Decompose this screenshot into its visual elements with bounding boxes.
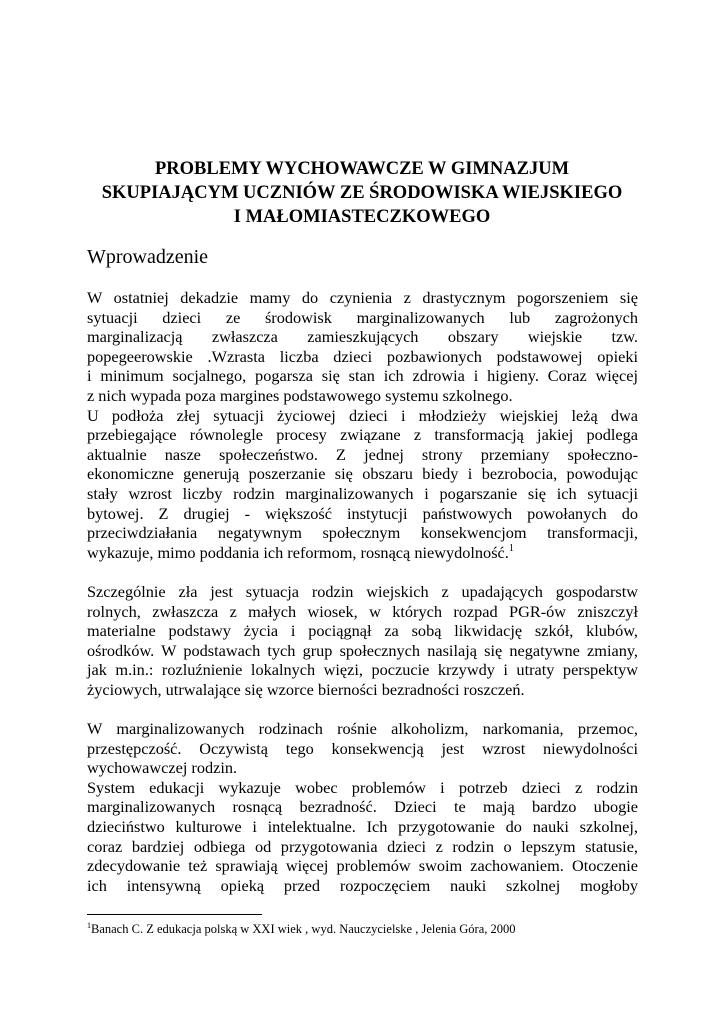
text-line: ich intensywną opieką przed rozpoczęciem nauki szkolnej mogłoby: [87, 875, 638, 895]
text-line: przebiegające równolegle procesy związane z transformacją jakiej podlega: [87, 425, 638, 445]
paragraph-5: [87, 778, 638, 896]
text-line: i minimum socjalnego, pogarsza się stan ich zdrowia i higieny. Coraz więcej: [87, 366, 638, 386]
text-line: przestępczość. Oczywistą tego konsekwencją jest wzrost niewydolności: [87, 738, 638, 758]
document-title: [60, 157, 664, 229]
text-line: popegeerowskie .Wzrasta liczba dzieci pozbawionych podstawowej opieki: [87, 346, 638, 366]
paragraph-gap: [87, 699, 638, 719]
text-line: wychowawczej rodzin.: [87, 758, 238, 778]
text-line: Szczególnie zła jest sytuacja rodzin wiejskich z upadających gospodarstw: [87, 581, 638, 601]
text-line: jak m.in.: rozluźnienie lokalnych więzi, poczucie krzywdy i utraty perspektyw: [87, 660, 638, 680]
title-line-2: SKUPIAJĄCYM UCZNIÓW ZE ŚRODOWISKA WIEJSKIEGO: [101, 183, 623, 203]
text-line: ekonomiczne generują poszerzanie się obszaru biedy i bezrobocia, powodując: [87, 464, 638, 484]
paragraph-gap: [87, 562, 638, 582]
text-line-content: wykazuje, mimo poddania ich reformom, rosnącą niewydolność.: [87, 542, 509, 562]
paragraph-3: [87, 582, 638, 700]
text-line: marginalizowanych rosnącą bezradność. Dzieci te mają bardzo ubogie: [87, 797, 638, 817]
footnote-text: Banach C. Z edukacja polską w XXI wiek , wyd. Nauczycielske , Jelenia Góra, 2000: [91, 922, 516, 936]
text-line: rolnych, zwłaszcza z małych wiosek, w których rozpad PGR-ów zniszczył: [87, 601, 638, 621]
paragraph-2: [87, 406, 638, 563]
text-line: W ostatniej dekadzie mamy do czynienia z drastycznym pogorszeniem się: [87, 288, 638, 307]
text-line: zdecydowanie też sprawiają więcej problemów swoim zachowaniem. Otoczenie: [87, 856, 638, 876]
section-heading: Wprowadzenie: [87, 246, 209, 268]
footnote-separator: [87, 914, 262, 915]
text-line: przeciwdziałania negatywnym społecznym konsekwencjom transformacji,: [87, 523, 638, 543]
text-line: W marginalizowanych rodzinach rośnie alkoholizm, narkomania, przemoc,: [87, 719, 638, 739]
document-body: [87, 288, 638, 895]
text-line: materialne podstawy życia i pociągnął za sobą likwidację szkół, klubów,: [87, 621, 638, 641]
text-line: dzieciństwo kulturowe i intelektualne. Ich przygotowanie do nauki szkolnej,: [87, 817, 638, 837]
footnote-marker: 1: [87, 921, 91, 930]
text-line: System edukacji wykazuje wobec problemów i potrzeb dzieci z rodzin: [87, 777, 638, 797]
text-line: marginalizacją zwłaszcza zamieszkujących obszary wiejskie tzw.: [87, 327, 638, 347]
text-line: U podłoża złej sytuacji życiowej dzieci i młodzieży wiejskiej leżą dwa: [87, 405, 638, 425]
text-line: z nich wypada poza margines podstawowego systemu szkolnego.: [87, 385, 513, 405]
text-line: bytowej. Z drugiej - większość instytucji państwowych powołanych do: [87, 503, 638, 523]
text-line: stały wzrost liczby rodzin marginalizowanych i pogarszanie się ich sytuacji: [87, 483, 638, 503]
footnote: [87, 922, 516, 937]
paragraph-1: [87, 288, 638, 406]
paragraph-4: [87, 719, 638, 778]
text-line: [87, 543, 638, 563]
text-line: aktualnie nasze społeczeństwo. Z jednej strony przemiany społeczno-: [87, 444, 638, 464]
text-line: życiowych, utrwalające się wzorce bierności bezradności roszczeń.: [87, 679, 525, 699]
title-line-1: PROBLEMY WYCHOWAWCZE W GIMNAZJUM: [154, 159, 570, 179]
footnote-reference[interactable]: 1: [508, 542, 514, 554]
text-line: coraz bardziej odbiega od przygotowania dzieci z rodzin o lepszym statusie,: [87, 836, 638, 856]
title-line-3: I MAŁOMIASTECZKOWEGO: [233, 207, 491, 227]
text-line: sytuacji dzieci ze środowisk marginalizowanych lub zagrożonych: [87, 307, 638, 327]
text-line: ośrodków. W podstawach tych grup społecznych nasilają się negatywne zmiany,: [87, 640, 638, 660]
